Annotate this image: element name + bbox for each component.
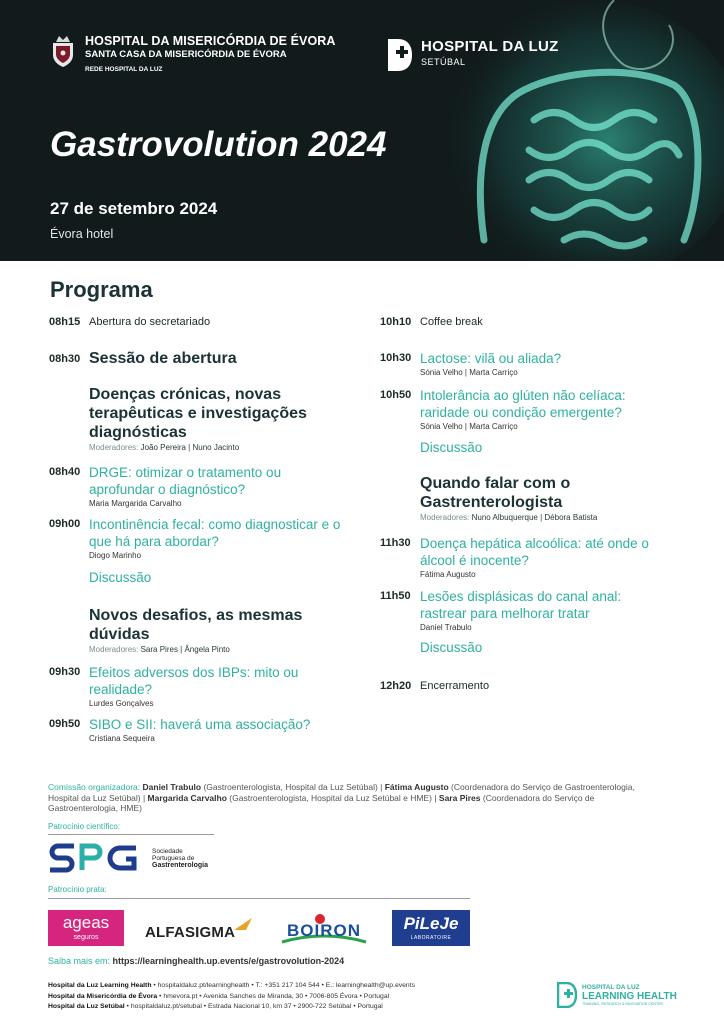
lh-line3: TRAINING, RESEARCH & INNOVATION CENTER <box>582 1001 664 1006</box>
alfasigma-logo: ALFASIGMA <box>145 924 236 941</box>
item-time: 09h50 <box>49 718 81 730</box>
committee-role: (Gastroenterologista, Hospital da Luz Setúbal e HME) | <box>226 792 439 803</box>
footer-org: Hospital da Luz Learning Health <box>48 982 152 989</box>
hme-network: REDE HOSPITAL DA LUZ <box>85 66 163 73</box>
more-info-label: Saiba mais em: <box>48 956 111 966</box>
lh-line2: LEARNING HEALTH <box>582 990 677 1002</box>
footer-line <box>48 992 518 1003</box>
divider <box>48 834 214 835</box>
committee-member: Sara Pires <box>438 792 481 803</box>
hospital-luz-name: HOSPITAL DA LUZ <box>421 38 559 55</box>
talk-title: Doença hepática alcoólica: até onde o álcool é inocente? <box>420 536 649 568</box>
section-title: Quando falar com o Gastrenterologista <box>420 475 571 511</box>
moderators <box>420 513 660 522</box>
committee-member: Margarida Carvalho <box>147 792 227 803</box>
discussion-label: Discussão <box>420 440 483 455</box>
hme-subtitle: SANTA CASA DA MISERICÓRDIA DE ÉVORA <box>85 49 287 60</box>
item-time: 10h50 <box>380 389 412 401</box>
pileje-sub: LABORATOIRE <box>410 935 452 941</box>
moderators-names: Nuno Albuquerque | Débora Batista <box>471 513 598 522</box>
item-time: 10h10 <box>380 316 412 328</box>
committee-member: Daniel Trabulo <box>142 782 202 792</box>
spg-name-line: Portuguesa de <box>152 854 195 862</box>
event-title: Gastrovolution 2024 <box>50 125 387 164</box>
speaker: Cristiana Sequeira <box>89 734 155 743</box>
footer-org: Hospital da Luz Setúbal <box>48 1003 125 1010</box>
boiron-logo <box>280 912 368 944</box>
moderators <box>89 443 349 452</box>
speaker: Sónia Velho | Marta Carriço <box>420 422 518 431</box>
pileje-name: PiLeJe <box>403 914 459 933</box>
more-info-link[interactable]: https://learninghealth.up.events/e/gastrovolution-2024 <box>112 956 345 966</box>
talk-title: Lesões displásicas do canal anal: rastrear para melhorar tratar <box>420 589 622 621</box>
item-time: 08h15 <box>49 316 81 328</box>
speaker: Diogo Marinho <box>89 551 142 560</box>
hme-logo-block <box>50 34 336 73</box>
item-text: Abertura do secretariado <box>89 316 211 328</box>
section-title: Novos desafios, as mesmas dúvidas <box>89 607 303 643</box>
learning-health-logo-icon <box>557 982 577 1008</box>
item-time: 08h40 <box>49 466 81 478</box>
hospital-luz-city: SETÚBAL <box>421 57 466 67</box>
footer-line <box>48 981 518 992</box>
crest-icon <box>50 34 76 68</box>
hospital-luz-logo-block <box>387 38 559 72</box>
speaker: Lurdes Gonçalves <box>89 699 154 708</box>
event-venue: Évora hotel <box>50 227 114 241</box>
committee-role: (Gastroenterologista, Hospital da Luz Setúbal) | <box>201 782 385 792</box>
organizing-committee <box>48 782 648 814</box>
moderators <box>89 645 349 654</box>
hospital-luz-logo-icon <box>387 38 413 72</box>
footer-details: • hospitaldaluz.pt/setubal • Estrada Nacional 10, km 37 • 2900-722 Setúbal • Portugal <box>124 1003 383 1010</box>
talk-title: DRGE: otimizar o tratamento ou aprofundar o diagnóstico? <box>89 465 282 497</box>
footer-line <box>48 1002 518 1013</box>
spg-name-line: Gastrenterologia <box>152 861 209 869</box>
moderators-label: Moderadores: <box>89 443 139 452</box>
speaker: Fátima Augusto <box>420 570 476 579</box>
item-time: 09h30 <box>49 666 81 678</box>
committee-label: Comissão organizadora: <box>48 782 141 792</box>
speaker: Daniel Trabulo <box>420 623 472 632</box>
section-title: Doenças crónicas, novas terapêuticas e investigações diagnósticas <box>89 386 307 441</box>
learning-health-logo <box>557 982 677 1008</box>
footer-org: Hospital da Misericórdia de Évora <box>48 992 158 1000</box>
programa-heading: Programa <box>50 277 153 302</box>
spg-name-line: Sociedade <box>152 847 183 855</box>
scientific-sponsor-label: Patrocínio científico: <box>48 822 121 831</box>
lh-line1: HOSPITAL DA LUZ <box>582 983 640 991</box>
spg-logo <box>48 840 208 876</box>
ageas-logo <box>48 910 124 946</box>
header-banner <box>0 0 724 261</box>
divider <box>48 898 470 899</box>
moderators-names: Sara Pires | Ângela Pinto <box>140 645 230 654</box>
talk-title: Incontinência fecal: como diagnosticar e o que há para abordar? <box>89 517 341 549</box>
item-time: 11h30 <box>380 537 411 549</box>
speaker: Sónia Velho | Marta Carriço <box>420 368 518 377</box>
hme-name: HOSPITAL DA MISERICÓRDIA DE ÉVORA <box>85 34 336 48</box>
moderators-names: João Pereira | Nuno Jacinto <box>140 443 240 452</box>
more-info <box>48 956 344 966</box>
footer-details: • hospitaldaluz.pt/learninghealth • T.: +351 217 104 544 • E.: learninghealth@up.events <box>151 982 415 989</box>
spg-logo-mark <box>48 840 142 876</box>
moderators-label: Moderadores: <box>420 513 470 522</box>
committee-role: (Coordenadora do Serviço de Gastroenterologia, HME) <box>48 792 595 813</box>
ageas-sub: seguros <box>73 934 99 941</box>
item-text: Coffee break <box>420 316 483 328</box>
pileje-logo <box>392 910 470 946</box>
footer-details: • hmevora.pt • Avenida Sanches de Miranda, 30 • 7006-805 Évora • Portugal <box>157 992 390 1000</box>
item-text: Encerramento <box>420 680 490 692</box>
committee-member: Fátima Augusto <box>384 782 449 792</box>
item-time: 10h30 <box>380 352 412 364</box>
discussion-label: Discussão <box>89 570 152 585</box>
committee-role: (Coordenadora do Serviço de Gastroenterologia, Hospital da Luz Setúbal) | <box>48 782 635 803</box>
talk-title: Efeitos adversos dos IBPs: mito ou realidade? <box>89 665 299 697</box>
moderators-label: Moderadores: <box>89 645 139 654</box>
item-time: 12h20 <box>380 680 412 692</box>
talk-title: Intolerância ao glúten não celíaca: raridade ou condição emergente? <box>420 388 626 420</box>
ageas-name: ageas <box>62 913 110 932</box>
boiron-name: BOIRON <box>287 921 361 940</box>
alfasigma-mark-icon <box>232 916 254 932</box>
talk-title: SIBO e SII: haverá uma associação? <box>89 717 311 732</box>
item-time: 08h30 <box>49 353 81 365</box>
footer-contacts <box>48 981 518 1013</box>
talk-title: Lactose: vilã ou aliada? <box>420 351 562 366</box>
silver-sponsor-label: Patrocínio prata: <box>48 885 107 894</box>
event-date: 27 de setembro 2024 <box>50 199 218 218</box>
item-text: Sessão de abertura <box>89 350 237 367</box>
item-time: 11h50 <box>380 590 411 602</box>
item-time: 09h00 <box>49 518 81 530</box>
discussion-label: Discussão <box>420 640 483 655</box>
speaker: Maria Margarida Carvalho <box>89 499 182 508</box>
